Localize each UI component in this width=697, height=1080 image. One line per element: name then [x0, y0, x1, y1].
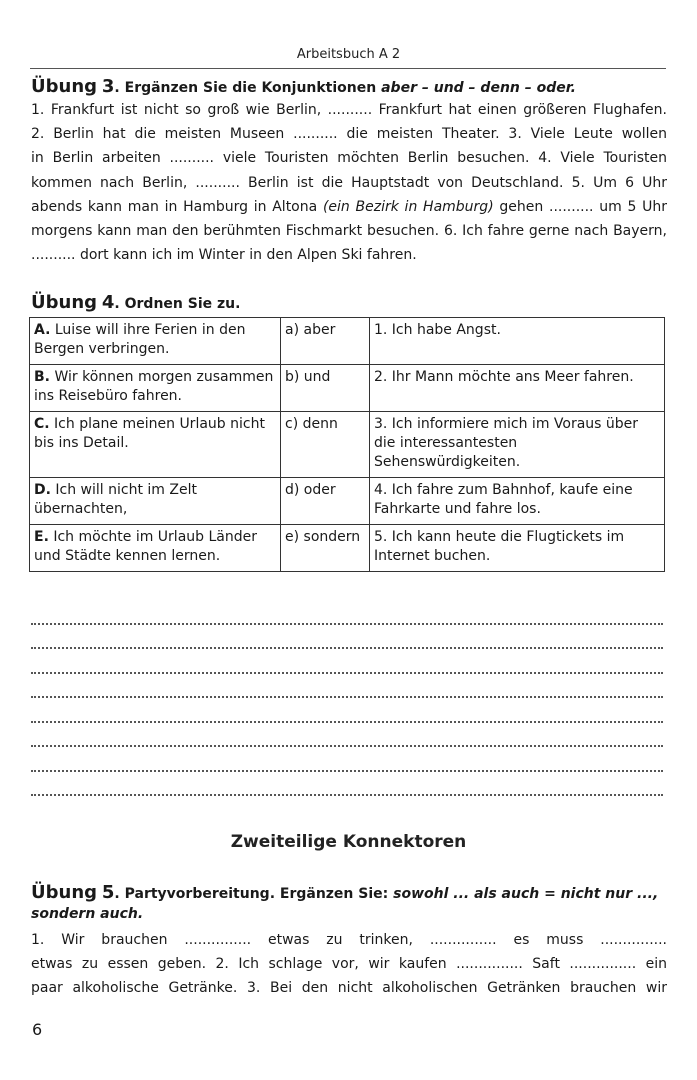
exercise-3-line: kommen nach Berlin, .......... Berlin ist die Hauptstadt von Deutschland. 5. Um 6 Uhr: [31, 174, 667, 191]
conjunction-cell: b) und: [281, 365, 370, 412]
statement-text: Ich möchte im Urlaub Länder und Städte kennen lernen.: [34, 529, 257, 564]
row-label: E.: [34, 529, 49, 545]
exercise-3-line: 2. Berlin hat die meisten Museen .......... die meisten Theater. 3. Viele Leute wollen: [31, 126, 667, 143]
answer-line[interactable]: [31, 600, 663, 625]
exercise-5-line: 1. Wir brauchen ............... etwas zu trinken, ............... es muss ...............: [31, 932, 667, 948]
exercise-3-line: morgens kann man den berühmten Fischmarkt besuchen. 6. Ich fahre gerne nach Bayern,: [31, 223, 667, 240]
statement-cell: [30, 365, 281, 412]
statement-cell: [30, 525, 281, 572]
result-cell: 4. Ich fahre zum Bahnhof, kaufe eine Fahrkarte und fahre los.: [370, 478, 665, 525]
header-rule: [30, 68, 666, 69]
exercise-3-options: aber – und – denn – oder.: [381, 80, 576, 96]
exercise-5-options: sowohl ... als auch = nicht nur ...,: [393, 886, 659, 902]
statement-cell: [30, 412, 281, 478]
exercise-3-heading: Übung 3. Ergänzen Sie die Konjunktionen aber – und – denn – oder.: [31, 76, 576, 97]
row-label: B.: [34, 369, 50, 385]
row-label: A.: [34, 322, 51, 338]
answer-line[interactable]: [31, 723, 663, 748]
row-label: D.: [34, 482, 51, 498]
answer-line[interactable]: [31, 649, 663, 674]
statement-text: Ich plane meinen Urlaub nicht bis ins Detail.: [34, 416, 265, 451]
result-cell: 3. Ich informiere mich im Voraus über die interessantesten Sehenswürdigkeiten.: [370, 412, 665, 478]
exercise-5-heading: Übung 5. Partyvorbereitung. Ergänzen Sie: sowohl ... als auch = nicht nur ...,: [31, 882, 659, 903]
answer-lines: [31, 600, 663, 796]
conjunction-cell: a) aber: [281, 318, 370, 365]
table-row: [30, 412, 665, 478]
exercise-3-body: [31, 98, 667, 267]
exercise-5-body: [31, 928, 667, 1001]
exercise-5-options-cont: sondern auch.: [31, 906, 144, 922]
exercise-5-line: paar alkoholische Getränke. 3. Bei den nicht alkoholischen Getränken brauchen wir: [31, 980, 667, 997]
exercise-3-line5-italic: (ein Bezirk in Hamburg): [322, 198, 494, 215]
statement-text: Luise will ihre Ferien in den Bergen verbringen.: [34, 322, 246, 357]
result-cell: 2. Ihr Mann möchte ans Meer fahren.: [370, 365, 665, 412]
table-row: [30, 318, 665, 365]
conjunction-cell: d) oder: [281, 478, 370, 525]
table-row: [30, 478, 665, 525]
row-label: C.: [34, 416, 50, 432]
exercise-3-line: 1. Frankfurt ist nicht so groß wie Berlin, .......... Frankfurt hat einen größeren Flughafen.: [31, 102, 667, 118]
statement-text: Wir können morgen zusammen ins Reisebüro fahren.: [34, 369, 274, 404]
answer-line[interactable]: [31, 747, 663, 772]
exercise-3-line: .......... dort kann ich im Winter in den Alpen Ski fahren.: [31, 247, 417, 264]
conjunction-cell: e) sondern: [281, 525, 370, 572]
matching-table: [29, 317, 665, 572]
exercise-4-heading: Übung 4. Ordnen Sie zu.: [31, 292, 241, 313]
exercise-4-word: Übung: [31, 292, 98, 313]
exercise-5-line: etwas zu essen geben. 2. Ich schlage vor, wir kaufen ............... Saft ............... ein: [31, 956, 667, 973]
answer-line[interactable]: [31, 625, 663, 650]
answer-line[interactable]: [31, 674, 663, 699]
conjunction-cell: c) denn: [281, 412, 370, 478]
result-cell: 1. Ich habe Angst.: [370, 318, 665, 365]
exercise-5-instruction: Partyvorbereitung. Ergänzen Sie:: [124, 886, 389, 902]
result-cell: 5. Ich kann heute die Flugtickets im Internet buchen.: [370, 525, 665, 572]
exercise-4-number: 4: [101, 292, 115, 313]
exercise-4-instruction: Ordnen Sie zu.: [124, 296, 241, 312]
statement-cell: [30, 478, 281, 525]
exercise-3-line5-pre: abends kann man in Hamburg in Altona: [31, 198, 318, 215]
page-header: Arbeitsbuch A 2: [296, 47, 401, 62]
table-row: [30, 365, 665, 412]
answer-line[interactable]: [31, 698, 663, 723]
section-title: Zweiteilige Konnektoren: [230, 832, 467, 852]
exercise-5-number: 5: [101, 882, 115, 903]
exercise-3-word: Übung: [31, 76, 98, 97]
exercise-3-line: [31, 195, 667, 219]
answer-line[interactable]: [31, 772, 663, 797]
table-row: [30, 525, 665, 572]
exercise-3-line5-post: gehen .......... um 5 Uhr: [499, 198, 667, 215]
exercise-5-word: Übung: [31, 882, 98, 903]
statement-text: Ich will nicht im Zelt übernachten,: [34, 482, 197, 517]
exercise-3-instruction: Ergänzen Sie die Konjunktionen: [124, 80, 377, 96]
statement-cell: [30, 318, 281, 365]
exercise-3-line: in Berlin arbeiten .......... viele Touristen möchten Berlin besuchen. 4. Viele Touristen: [31, 150, 667, 167]
exercise-3-number: 3: [101, 76, 115, 97]
page-number: 6: [32, 1020, 43, 1039]
